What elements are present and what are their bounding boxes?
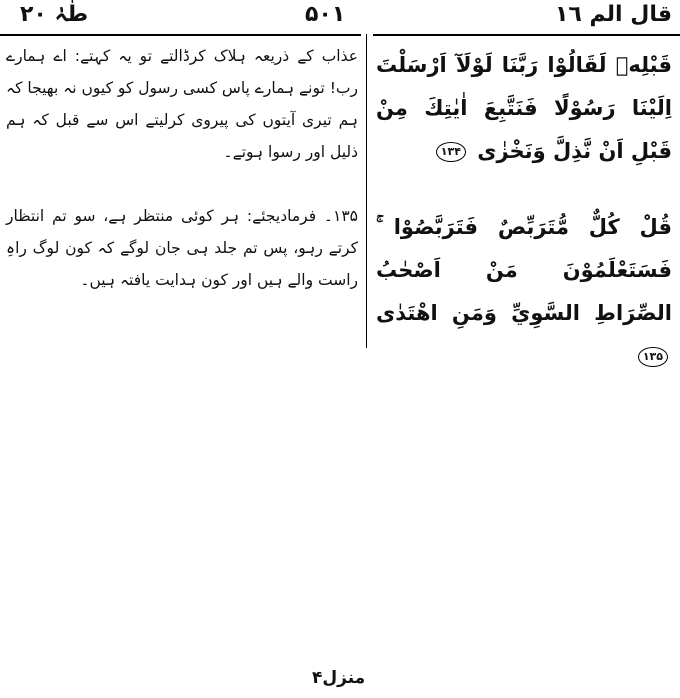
arabic-verse-134 bbox=[376, 44, 672, 173]
arabic-verse-text: قَبْلِهٖ لَقَالُوْا رَبَّنَا لَوْلَآ اَرْسَلْتَ اِلَيْنَا رَسُوْلًا فَنَتَّبِعَ اٰيٰتِكَ مِنْ قَبْلِ اَنْ نَّذِلَّ وَنَخْزٰى bbox=[376, 53, 672, 163]
header-rule-left bbox=[0, 34, 361, 36]
header-rule-right bbox=[373, 34, 680, 36]
page-number: ۵۰۱ bbox=[305, 2, 346, 27]
column-divider bbox=[366, 34, 367, 348]
manzil-label: منزل۴ bbox=[312, 668, 366, 688]
juz-title: قال الم ١٦ bbox=[555, 2, 672, 27]
surah-title: طٰہٰ ۲۰ bbox=[20, 2, 89, 27]
arabic-verse-text: قُلْ كُلٌّ مُّتَرَبِّصٌ فَتَرَبَّصُوْا ۚ فَسَتَعْلَمُوْنَ مَنْ اَصْحٰبُ الصِّرَاطِ السَّوِيِّ وَمَنِ اهْتَدٰى bbox=[376, 215, 672, 325]
translation-paragraph-135: ۱۳۵۔ فرمادیجئے: ہر کوئی منتظر ہے، سو تم انتظار کرتے رہو، پس تم جلد ہی جان لوگے کہ کون لوگ راہِ راست والے ہیں اور کون ہدایت یافتہ ہیں۔ bbox=[6, 207, 358, 289]
verse-number-marker: ۱۳۴ bbox=[436, 142, 466, 162]
verse-number-marker: ۱۳۵ bbox=[638, 347, 668, 367]
arabic-verse-135 bbox=[376, 206, 672, 378]
translation-paragraph-134: عذاب کے ذریعہ ہلاک کرڈالتے تو یہ کہتے: اے ہمارے رب! تونے ہمارے پاس کسی رسول کو کیوں نہ بھیجا کہ ہم تیری آیتوں کی پیروی کرلیتے اس سے قبل کہ ہم ذلیل اور رسوا ہوتے۔ bbox=[6, 47, 358, 161]
